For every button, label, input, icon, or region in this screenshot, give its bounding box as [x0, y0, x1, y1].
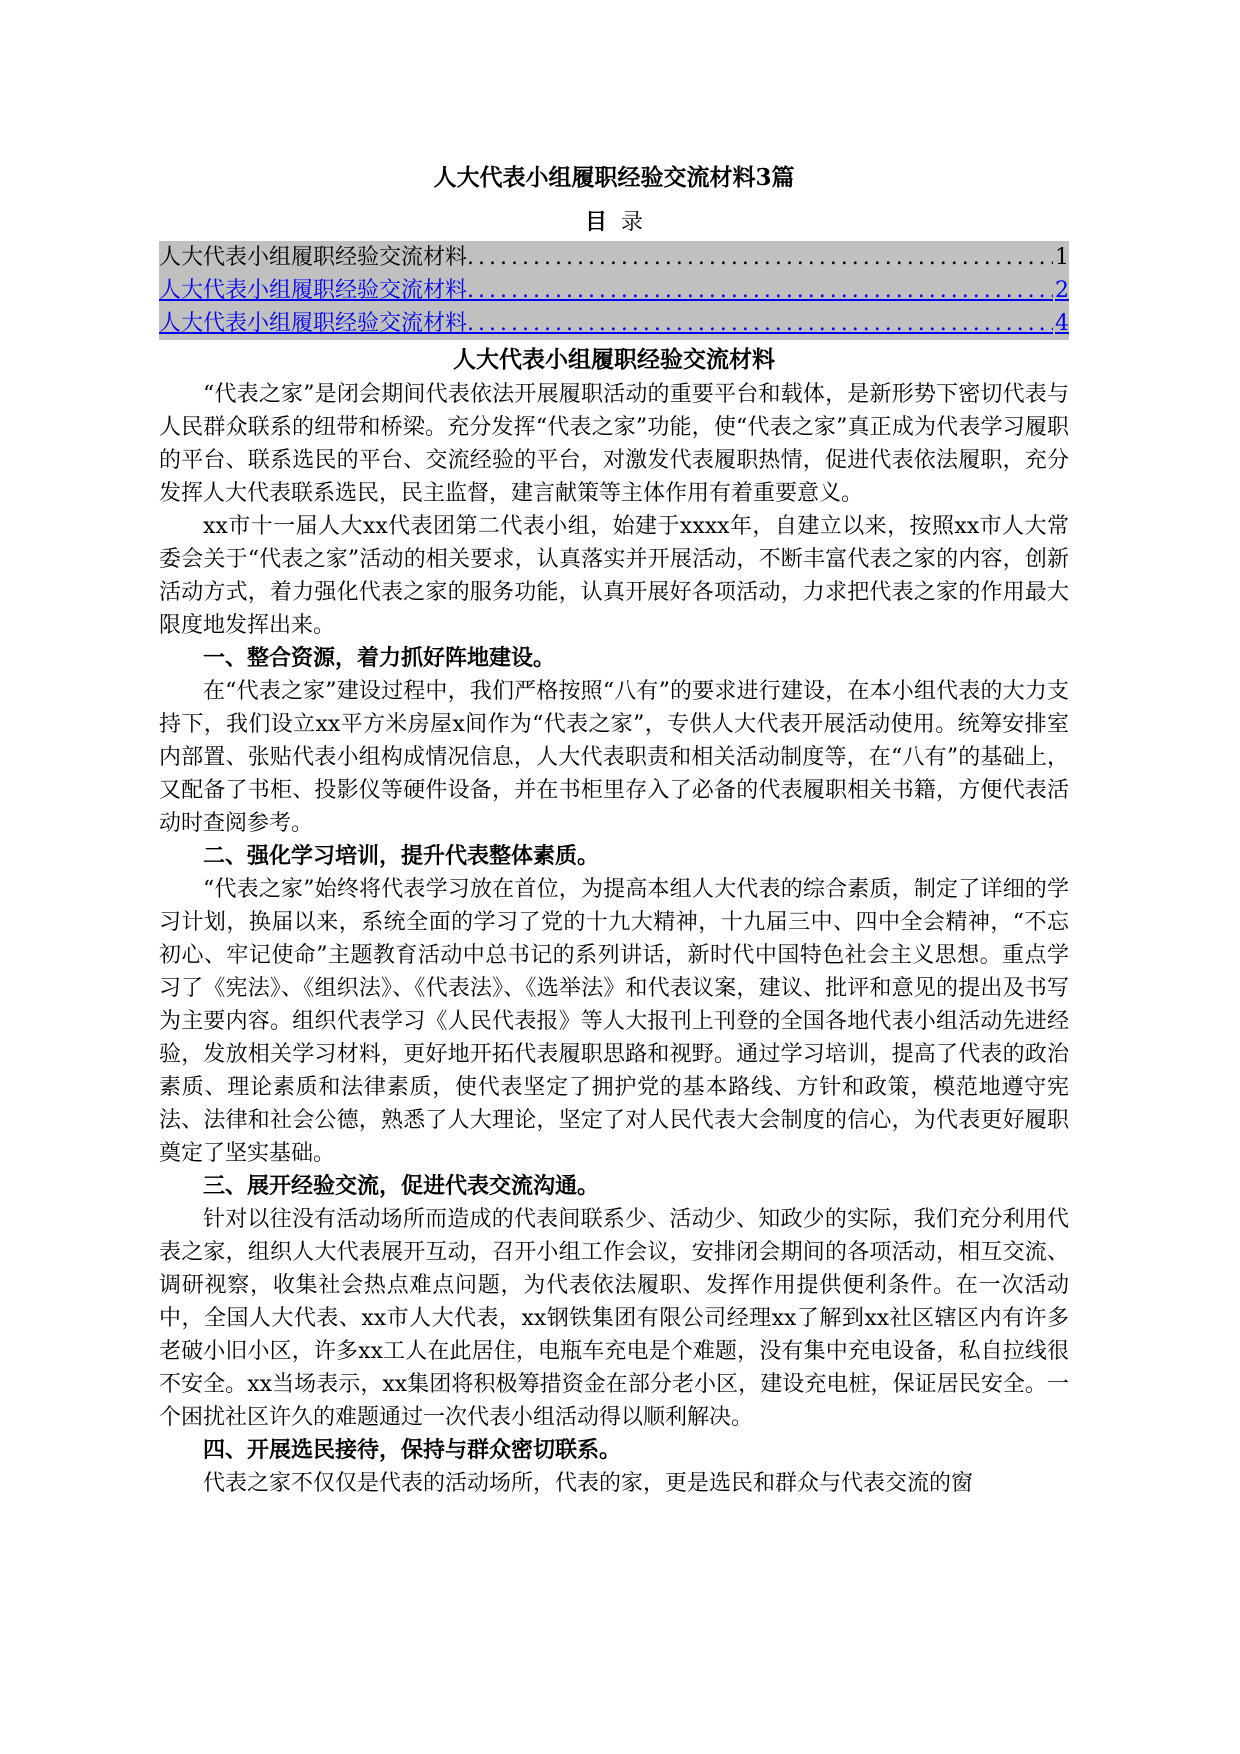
body-paragraph: 针对以往没有活动场所而造成的代表间联系少、活动少、知政少的实际，我们充分利用代表之家，组织人大代表展开互动，召开小组工作会议，安排闭会期间的各项活动，相互交流、调研视察，收集社会热点难点问题，为代表依法履职、发挥作用提供便利条件。在一次活动中，全国人大代表、xx市人大代表，xx钢铁集团有限公司经理xx了解到xx社区辖区内有许多老破小旧小区，许多xx工人在此居住，电瓶车充电是个难题，没有集中充电设备，私自拉线很不安全。xx当场表示，xx集团将积极筹措资金在部分老小区，建设充电桩，保证居民安全。一个困扰社区许久的难题通过一次代表小组活动得以顺利解决。 — [159, 1207, 1069, 1430]
body-paragraph: xx市十一届人大xx代表团第二代表小组，始建于xxxx年，自建立以来，按照xx市人大常委会关于“代表之家”活动的相关要求，认真落实并开展活动，不断丰富代表之家的内容，创新活动方式，着力强化代表之家的服务功能，认真开展好各项活动，力求把代表之家的作用最大限度地发挥出来。 — [159, 514, 1069, 638]
toc-heading — [159, 204, 1069, 241]
toc-leader-dots — [467, 241, 1053, 274]
toc-heading-part-1: 目 — [584, 209, 607, 235]
body-paragraph: 代表之家不仅仅是代表的活动场所，代表的家，更是选民和群众与代表交流的窗 — [203, 1471, 974, 1496]
body-paragraph: “代表之家”是闭会期间代表依法开展履职活动的重要平台和载体，是新形势下密切代表与人民群众联系的纽带和桥梁。充分发挥“代表之家”功能，使“代表之家”真正成为代表学习履职的平台、联系选民的平台、交流经验的平台，对激发代表履职热情，促进代表依法履职，充分发挥人大代表联系选民，民主监督，建言献策等主体作用有着重要意义。 — [159, 382, 1069, 506]
toc-entry-1[interactable] — [159, 241, 1069, 274]
document-title: 人大代表小组履职经验交流材料3篇 — [433, 164, 795, 191]
toc-entry-title: 人大代表小组履职经验交流材料 — [159, 245, 468, 270]
section-heading: 四、开展选民接待，保持与群众密切联系。 — [203, 1437, 622, 1463]
document-body — [159, 160, 1069, 1500]
toc-entry-3[interactable] — [159, 307, 1069, 340]
toc-entry-page[interactable]: 4 — [1055, 311, 1069, 336]
toc-entry-2[interactable] — [159, 274, 1069, 307]
section-title: 人大代表小组履职经验交流材料 — [453, 346, 775, 373]
toc-leader-dots — [467, 274, 1053, 307]
section-heading: 二、强化学习培训，提升代表整体素质。 — [203, 843, 600, 869]
body-paragraph: “代表之家”始终将代表学习放在首位，为提高本组人大代表的综合素质，制定了详细的学习计划，换届以来，系统全面的学习了党的十九大精神，十九届三中、四中全会精神，“不忘初心、牢记使命”主题教育活动中总书记的系列讲话，新时代中国特色社会主义思想。重点学习了《宪法》、《组织法》、《代表法》、《选举法》和代表议案，建议、批评和意见的提出及书写为主要内容。组织代表学习《人民代表报》等人大报刊上刊登的全国各地代表小组活动先进经验，发放相关学习材料，更好地开拓代表履职思路和视野。通过学习培训，提高了代表的政治素质、理论素质和法律素质，使代表坚定了拥护党的基本路线、方针和政策，模范地遵守宪法、法律和社会公德，熟悉了人大理论，坚定了对人民代表大会制度的信心，为代表更好履职奠定了坚实基础。 — [159, 877, 1069, 1166]
toc-entry-title[interactable]: 人大代表小组履职经验交流材料 — [159, 278, 468, 303]
section-heading: 三、展开经验交流，促进代表交流沟通。 — [203, 1173, 600, 1199]
toc-heading-part-2: 录 — [621, 210, 644, 235]
toc-entry-title[interactable]: 人大代表小组履职经验交流材料 — [159, 311, 468, 336]
section-heading: 一、整合资源，着力抓好阵地建设。 — [203, 645, 556, 671]
toc-entry-page[interactable]: 2 — [1055, 278, 1069, 303]
toc-leader-dots — [467, 307, 1053, 340]
body-paragraph: 在“代表之家”建设过程中，我们严格按照“八有”的要求进行建设，在本小组代表的大力支持下，我们设立xx平方米房屋x间作为“代表之家”，专供人大代表开展活动使用。统筹安排室内部置、张贴代表小组构成情况信息，人大代表职责和相关活动制度等，在“八有”的基础上，又配备了书柜、投影仪等硬件设备，并在书柜里存入了必备的代表履职相关书籍，方便代表活动时查阅参考。 — [159, 679, 1069, 836]
toc-entry-page: 1 — [1055, 245, 1069, 270]
